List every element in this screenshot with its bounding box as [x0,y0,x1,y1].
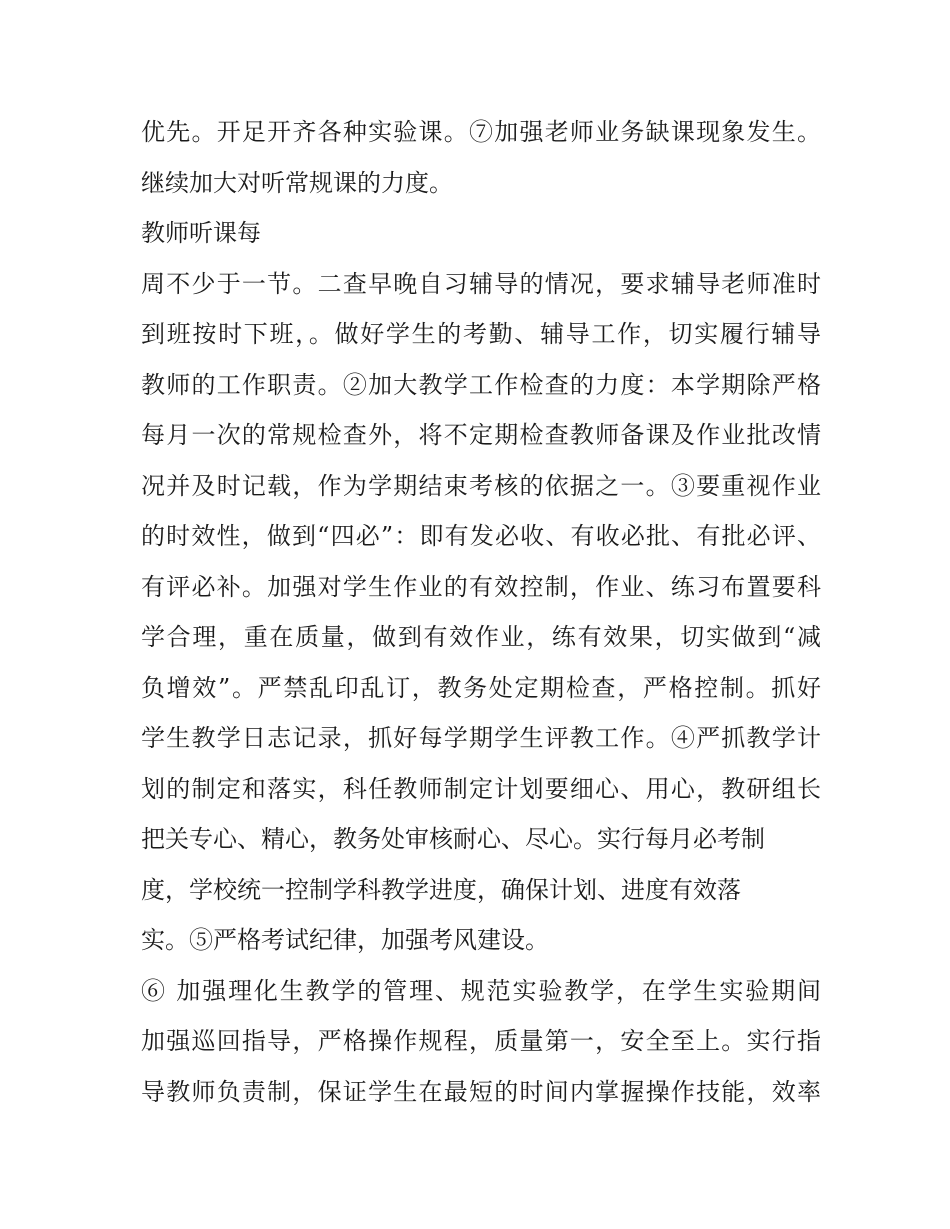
text-line: 划的制定和落实，科任教师制定计划要细心、用心，教研组长 [141,774,821,803]
text-line: 到班按时下班，。做好学生的考勤、辅导工作，切实履行辅导 [141,320,821,348]
text-line: ⑥ 加强理化生教学的管理、规范实验教学，在学生实验期间 [141,976,821,1005]
text-line: 每月一次的常规检查外，将不定期检查教师备课及作业批改情 [141,421,821,449]
text-line: 况并及时记载，作为学期结束考核的依据之一。③要重视作业 [141,471,821,500]
text-line: 周不少于一节。二查早晚自习辅导的情况，要求辅导老师准时 [141,269,821,298]
text-line: 导教师负责制，保证学生在最短的时间内掌握操作技能，效率 [141,1077,821,1106]
text-line: 继续加大对听常规课的力度。 [141,168,453,197]
text-line: 学合理，重在质量，做到有效作业，练有效果，切实做到“减 [141,623,821,651]
text-line: 学生教学日志记录，抓好每学期学生评教工作。④严抓教学计 [141,724,821,752]
text-line: 把关专心、精心，教务处审核耐心、尽心。实行每月必考制 [141,825,765,853]
text-line: 加强巡回指导，严格操作规程，质量第一，安全至上。实行指 [141,1027,821,1055]
text-line: 教师的工作职责。②加大教学工作检查的力度：本学期除严格 [141,370,821,399]
text-line: 教师听课每 [141,219,261,247]
text-line: 有评必补。加强对学生作业的有效控制，作业、练习布置要科 [141,572,821,601]
text-line: 度，学校统一控制学科教学进度，确保计划、进度有效落 [141,875,741,904]
text-line: 的时效性，做到“四必”：即有发必收、有收必批、有批必评、 [141,522,821,550]
body-text [141,107,821,1117]
text-line: 优先。开足开齐各种实验课。⑦加强老师业务缺课现象发生。 [141,118,821,146]
text-line: 负增效”。严禁乱印乱订，教务处定期检查，严格控制。抓好 [141,673,821,702]
text-line: 实。⑤严格考试纪律，加强考风建设。 [141,926,549,954]
